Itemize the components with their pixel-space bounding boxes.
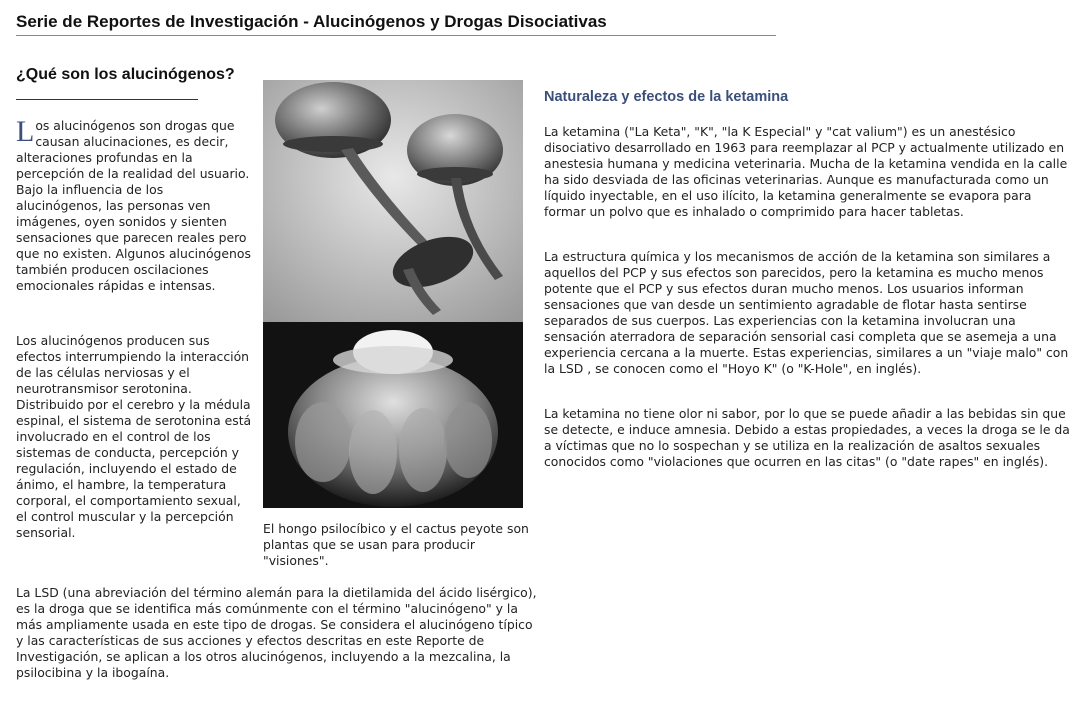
figure-caption: El hongo psilocíbico y el cactus peyote son plantas que se usan para producir "visiones". bbox=[263, 521, 529, 568]
lsd-paragraph: La LSD (una abreviación del término alemán para la dietilamida del ácido lisérgico), es la droga que se identifica más comúnmente con el término "alucinógeno" y la más ampliamente usada en este tipo de drogas. Se considera el alucinógeno típico y las características de sus acciones y efectos descritas en este Reporte de Investigación, se aplican a los otros alucinógenos, incluyendo a la mezcalina, la psilocibina y la ibogaína. bbox=[16, 585, 537, 680]
peyote-cactus-photo bbox=[263, 322, 523, 508]
section-title-rule bbox=[16, 99, 198, 100]
ketamine-paragraph-2: La estructura química y los mecanismos de acción de la ketamina son similares a aquellos del PCP y sus efectos son parecidos, pero la ketamina es mucho menos potente que el PCP y sus efectos duran mucho menos. Los usuarios informan sensaciones que van desde un sentimiento agradable de flotar hasta sentirse separados de sus cuerpos. Las experiencias con la ketamina involucran una sensación aterradora de separación sensorial casi completa que se asemeja a una experiencia cercana a la muerte. Estas experiencias, similares a un "viaje malo" con la LSD , se conocen como el "Hoyo K" (o "K-Hole", en inglés). bbox=[544, 249, 1069, 376]
serotonin-paragraph: Los alucinógenos producen sus efectos interrumpiendo la interacción de las células nerviosas y el neurotransmisor serotonina. Distribuido por el cerebro y la médula espinal, el sistema de serotonina está involucrado en el control de los sistemas de conducta, percepción y regulación, incluyendo el estado de ánimo, el hambre, la temperatura corporal, el comportamiento sexual, el control muscular y la percepción sensorial. bbox=[16, 333, 252, 540]
ketamine-paragraph-1: La ketamina ("La Keta", "K", "la K Especial" y "cat valium") es un anestésico disociativo desarrollado en 1963 para reemplazar al PCP y actualmente utilizado en anestesia humana y medicina veterinaria. Mucha de la ketamina vendida en la calle ha sido desviada de las oficinas veterinarias. Aunque es manufacturada como un líquido inyectable, en el uso ilícito, la ketamina generalmente se evapora para formar un polvo que es inhalado o comprimido para hacer tabletas. bbox=[544, 124, 1068, 219]
section-title: ¿Qué son los alucinógenos? bbox=[16, 66, 235, 83]
drop-cap: L bbox=[16, 115, 35, 148]
mushroom-photo bbox=[263, 80, 523, 322]
page-header: Serie de Reportes de Investigación - Alucinógenos y Drogas Disociativas bbox=[16, 12, 776, 36]
intro-paragraph-text: os alucinógenos son drogas que causan alucinaciones, es decir, alteraciones profundas en la percepción de la realidad del usuario. Bajo la influencia de los alucinógenos, las personas ven imágenes, oyen sonidos y sienten sensaciones que parecen reales pero que no existen. Algunos alucinógenos también producen oscilaciones emocionales rápidas e intensas. bbox=[16, 118, 251, 293]
ketamine-section-title: Naturaleza y efectos de la ketamina bbox=[544, 89, 789, 105]
figure-photos bbox=[263, 80, 523, 508]
intro-paragraph bbox=[16, 115, 252, 294]
ketamine-paragraph-3: La ketamina no tiene olor ni sabor, por lo que se puede añadir a las bebidas sin que se detecte, e induce amnesia. Debido a estas propiedades, a veces la droga se le da a víctimas que no lo sospechan y se utiliza en la realización de asaltos sexuales conocidos como "violaciones que ocurren en las citas" (o "date rapes" en inglés). bbox=[544, 406, 1070, 469]
